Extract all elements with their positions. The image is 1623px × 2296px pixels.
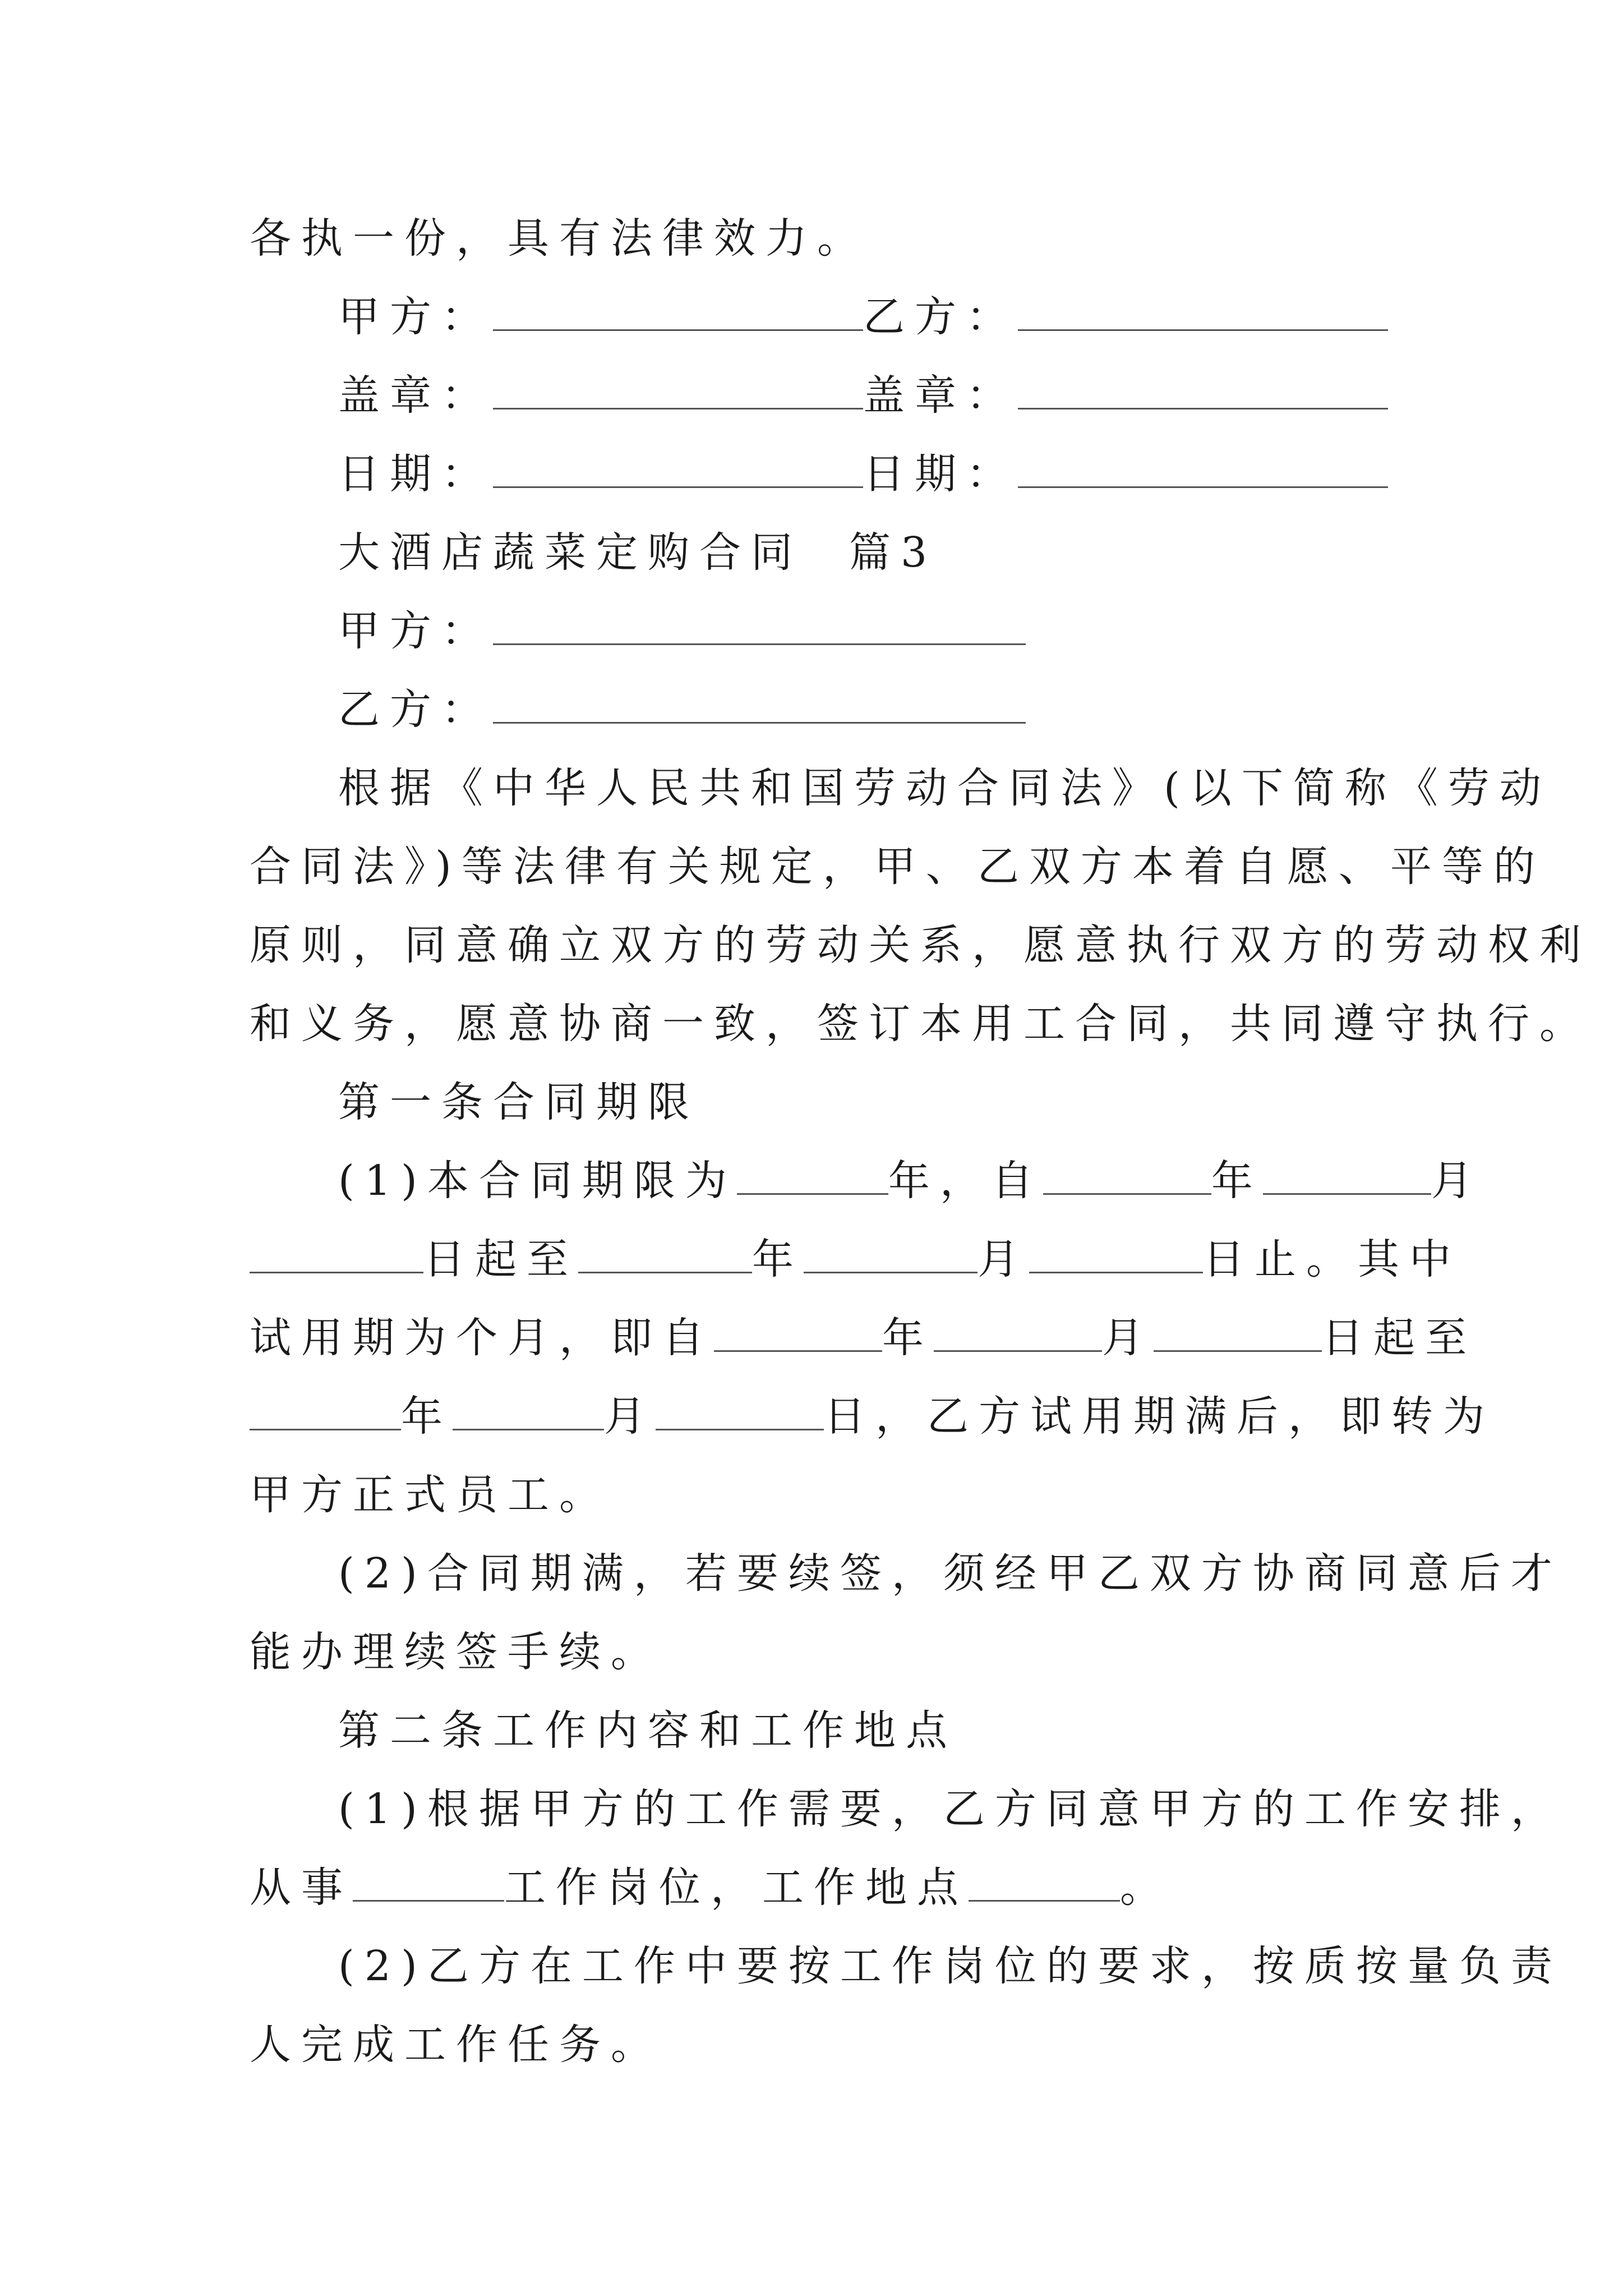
paragraph-line bbox=[250, 1310, 1477, 1366]
text: (1)本合同期限为 bbox=[338, 1157, 737, 1205]
text: (2)乙方在工作中要按工作岗位的要求，按质按量负责 bbox=[338, 1942, 1562, 1990]
text: 。 bbox=[1120, 1864, 1172, 1912]
blank-line bbox=[250, 1236, 423, 1273]
text: 月 bbox=[1431, 1157, 1483, 1205]
paragraph-line bbox=[338, 1781, 1562, 1837]
blank-line bbox=[493, 450, 863, 488]
blank-line bbox=[1018, 293, 1388, 331]
text: 甲方正式员工。 bbox=[250, 1471, 611, 1519]
text: 试用期为个月，即自 bbox=[250, 1314, 714, 1362]
paragraph-line bbox=[250, 1467, 611, 1523]
text: 月 bbox=[604, 1392, 656, 1441]
section-title bbox=[338, 524, 937, 581]
blank-line bbox=[353, 1864, 504, 1902]
blank-line bbox=[656, 1393, 824, 1430]
text: (1)根据甲方的工作需要，乙方同意甲方的工作安排， bbox=[338, 1785, 1562, 1833]
date-row bbox=[338, 446, 1388, 502]
text: 各执一份，具有法律效力。 bbox=[250, 214, 869, 263]
blank-line bbox=[250, 1393, 401, 1430]
paragraph-line bbox=[250, 917, 1591, 973]
article-heading bbox=[338, 1074, 699, 1130]
blank-line bbox=[1018, 450, 1388, 488]
party-a-label: 甲方： bbox=[338, 293, 493, 341]
party-a-label: 甲方： bbox=[338, 607, 493, 655]
paragraph-line bbox=[250, 1231, 1461, 1287]
paragraph-line bbox=[338, 1938, 1562, 1994]
text: 月 bbox=[978, 1235, 1029, 1283]
text: 年，自 bbox=[888, 1157, 1043, 1205]
text: 和义务，愿意协商一致，签订本用工合同，共同遵守执行。 bbox=[250, 1000, 1591, 1048]
text: 年 bbox=[1211, 1157, 1263, 1205]
blank-line bbox=[804, 1236, 978, 1273]
text: 日，乙方试用期满后，即转为 bbox=[824, 1392, 1495, 1441]
paragraph-line bbox=[250, 1624, 662, 1680]
paragraph-line bbox=[250, 996, 1591, 1052]
article-heading bbox=[338, 1703, 957, 1759]
section-title-text: 大酒店蔬菜定购合同 篇3 bbox=[338, 528, 938, 577]
paragraph-line bbox=[250, 1388, 1495, 1444]
party-b-label: 乙方： bbox=[863, 293, 1018, 341]
article-2-title: 第二条工作内容和工作地点 bbox=[338, 1706, 957, 1755]
party-a-row bbox=[338, 603, 1026, 659]
blank-line bbox=[493, 608, 1026, 645]
text-line bbox=[250, 210, 869, 266]
text: 工作岗位，工作地点 bbox=[504, 1864, 969, 1912]
seal-b-label: 盖章： bbox=[863, 371, 1018, 420]
blank-line bbox=[578, 1236, 752, 1273]
text: 日起至 bbox=[423, 1235, 578, 1283]
text: 能办理续签手续。 bbox=[250, 1628, 662, 1676]
seal-a-label: 盖章： bbox=[338, 371, 493, 420]
date-a-label: 日期： bbox=[338, 450, 493, 498]
paragraph-line bbox=[250, 839, 1545, 895]
text: 人完成工作任务。 bbox=[250, 2021, 662, 2069]
blank-line bbox=[1154, 1314, 1322, 1352]
blank-line bbox=[493, 293, 863, 331]
blank-line bbox=[969, 1864, 1120, 1902]
text: 月 bbox=[1102, 1314, 1154, 1362]
text: 合同法》)等法律有关规定，甲、乙双方本着自愿、平等的 bbox=[250, 843, 1545, 891]
blank-line bbox=[493, 686, 1026, 724]
article-1-title: 第一条合同期限 bbox=[338, 1078, 699, 1126]
blank-line bbox=[1043, 1157, 1211, 1195]
blank-line bbox=[1263, 1157, 1431, 1195]
seal-row bbox=[338, 367, 1388, 424]
blank-line bbox=[737, 1157, 888, 1195]
date-b-label: 日期： bbox=[863, 450, 1018, 498]
blank-line bbox=[714, 1314, 882, 1352]
party-b-row bbox=[338, 682, 1026, 738]
text: 年 bbox=[882, 1314, 934, 1362]
text: 根据《中华人民共和国劳动合同法》(以下简称《劳动 bbox=[338, 764, 1551, 812]
paragraph-line bbox=[338, 1545, 1562, 1602]
blank-line bbox=[453, 1393, 604, 1430]
text: (2)合同期满，若要续签，须经甲乙双方协商同意后才 bbox=[338, 1549, 1562, 1598]
blank-line bbox=[493, 372, 863, 409]
signature-row bbox=[338, 289, 1388, 345]
text: 年 bbox=[752, 1235, 804, 1283]
text: 日止。其中 bbox=[1203, 1235, 1461, 1283]
blank-line bbox=[1018, 372, 1388, 409]
paragraph-line bbox=[338, 1153, 1483, 1209]
party-b-label: 乙方： bbox=[338, 685, 493, 734]
text: 年 bbox=[401, 1392, 453, 1441]
blank-line bbox=[934, 1314, 1102, 1352]
paragraph-line bbox=[338, 760, 1551, 816]
text: 从事 bbox=[250, 1864, 353, 1912]
paragraph-line bbox=[250, 1860, 1172, 1916]
text: 日起至 bbox=[1322, 1314, 1477, 1362]
text: 原则，同意确立双方的劳动关系，愿意执行双方的劳动权利 bbox=[250, 921, 1591, 969]
paragraph-line bbox=[250, 2017, 662, 2073]
blank-line bbox=[1029, 1236, 1203, 1273]
